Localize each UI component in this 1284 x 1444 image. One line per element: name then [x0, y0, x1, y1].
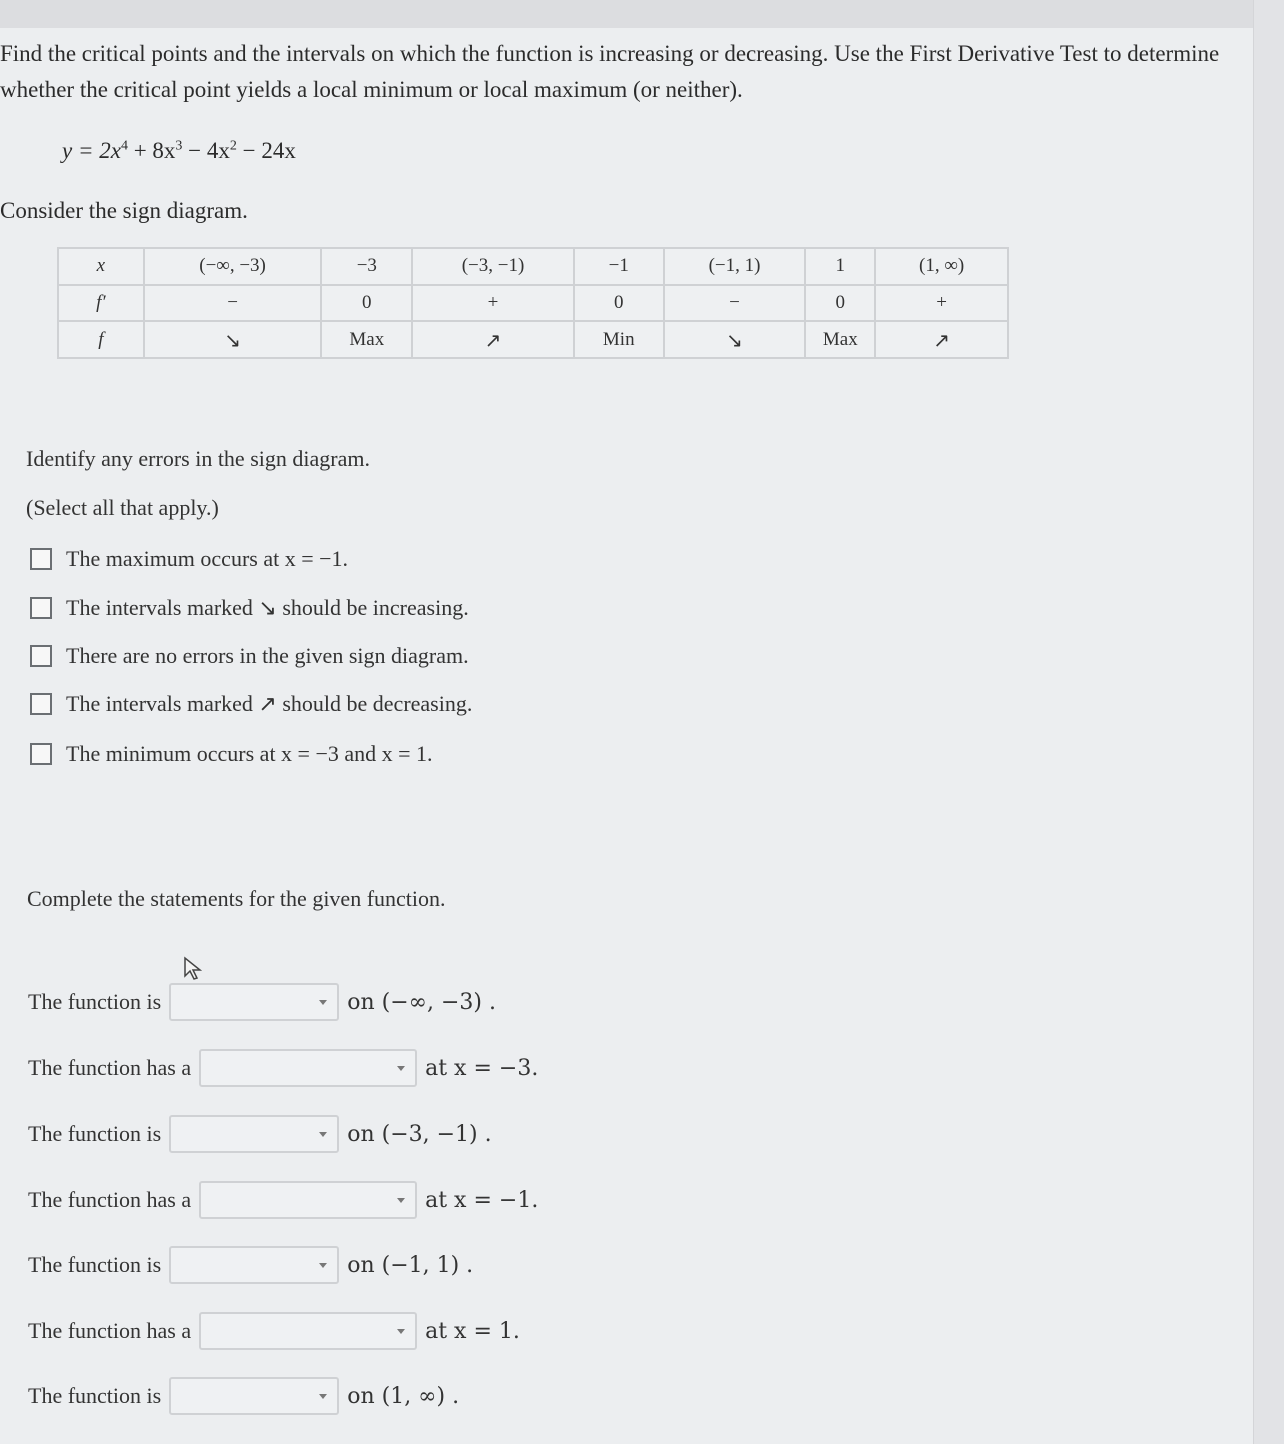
statement-prefix: The function is — [28, 1252, 162, 1277]
statement-prefix: The function has a — [28, 1187, 192, 1212]
chevron-down-icon — [319, 1000, 327, 1005]
cell-x-3: (−3, −1) — [412, 248, 574, 285]
cell-fp-0: f′ — [58, 285, 144, 322]
chevron-down-icon — [319, 1394, 327, 1399]
option-label: The maximum occurs at x = −1. — [66, 546, 349, 571]
exp-3: 3 — [175, 138, 183, 154]
statement-prefix: The function has a — [28, 1318, 192, 1343]
extremum-dropdown[interactable] — [199, 1049, 417, 1087]
cell-f-2: Max — [321, 321, 412, 358]
formula-term-4: − 24x — [236, 138, 296, 163]
extremum-dropdown[interactable] — [199, 1181, 417, 1219]
error-option-4[interactable] — [30, 689, 472, 719]
cell-x-5: (−1, 1) — [664, 248, 806, 285]
cell-x-4: −1 — [574, 248, 664, 285]
exp-2: 2 — [229, 138, 237, 154]
increasing-arrow-icon: ↗ — [412, 321, 574, 358]
checkbox[interactable] — [30, 693, 52, 715]
behavior-dropdown[interactable] — [169, 1115, 339, 1153]
formula-term-3: − 4x — [182, 138, 230, 163]
checkbox[interactable] — [30, 743, 52, 765]
chevron-down-icon — [397, 1066, 405, 1071]
complete-statements-title: Complete the statements for the given function. — [27, 886, 446, 911]
statement-suffix: at x = −1. — [425, 1187, 539, 1213]
statement-suffix: at x = −3. — [425, 1055, 539, 1081]
statement-suffix: on (−1, 1) . — [347, 1252, 474, 1278]
chevron-down-icon — [319, 1263, 327, 1268]
formula-lhs: y = 2x — [62, 138, 121, 163]
cell-fp-2: 0 — [321, 285, 412, 322]
mouse-cursor-icon — [182, 956, 204, 982]
increasing-arrow-icon: ↗ — [875, 321, 1008, 358]
option-label: There are no errors in the given sign diagram. — [66, 643, 469, 668]
checkbox[interactable] — [30, 548, 52, 570]
checkbox[interactable] — [30, 645, 52, 667]
sign-diagram-table — [57, 247, 1009, 359]
statement-5 — [28, 1245, 473, 1285]
statement-6 — [28, 1311, 520, 1351]
exp-4: 4 — [120, 138, 128, 154]
cell-x-2: −3 — [321, 248, 412, 285]
cell-fp-5: − — [664, 285, 806, 322]
cell-f-6: Max — [805, 321, 875, 358]
decreasing-arrow-icon: ↘ — [664, 321, 806, 358]
statement-1 — [28, 982, 496, 1022]
consider-text: Consider the sign diagram. — [0, 198, 248, 223]
behavior-dropdown[interactable] — [169, 983, 339, 1021]
option-label: The minimum occurs at x = −3 and x = 1. — [66, 741, 433, 766]
cell-x-6: 1 — [805, 248, 875, 285]
chevron-down-icon — [319, 1132, 327, 1137]
sign-row-f — [58, 321, 1008, 358]
checkbox[interactable] — [30, 597, 52, 619]
error-option-3[interactable] — [30, 641, 469, 671]
behavior-dropdown[interactable] — [169, 1377, 339, 1415]
cell-fp-1: − — [144, 285, 322, 322]
statement-prefix: The function is — [28, 1121, 162, 1146]
cell-x-0: x — [58, 248, 144, 285]
statement-3 — [28, 1114, 492, 1154]
cell-x-1: (−∞, −3) — [144, 248, 322, 285]
select-all-note: (Select all that apply.) — [26, 495, 219, 520]
cell-fp-7: + — [875, 285, 1008, 322]
option-label: The intervals marked ↘ should be increasing. — [66, 595, 469, 620]
chevron-down-icon — [397, 1329, 405, 1334]
statement-4 — [28, 1180, 538, 1220]
formula-term-2: + 8x — [127, 138, 176, 163]
statement-prefix: The function is — [28, 1383, 162, 1408]
question-prompt: Find the critical points and the intervals on which the function is increasing or decreasing. Use the First Derivative Test to determine whether the critical point yields a local minimum or local maximum (or neither). — [0, 41, 1220, 102]
sign-row-fprime — [58, 285, 1008, 322]
statement-suffix: on (−∞, −3) . — [347, 989, 496, 1015]
statement-suffix: on (−3, −1) . — [347, 1121, 492, 1147]
decreasing-arrow-icon: ↘ — [144, 321, 322, 358]
cell-fp-3: + — [412, 285, 574, 322]
error-option-1[interactable] — [30, 544, 348, 574]
identify-errors-title: Identify any errors in the sign diagram. — [26, 446, 370, 471]
extremum-dropdown[interactable] — [199, 1312, 417, 1350]
option-label: The intervals marked ↗ should be decreasing. — [66, 691, 473, 716]
top-bar — [0, 0, 1284, 28]
error-option-5[interactable] — [30, 739, 433, 769]
chevron-down-icon — [397, 1198, 405, 1203]
cell-f-0: f — [58, 321, 144, 358]
behavior-dropdown[interactable] — [169, 1246, 339, 1284]
statement-prefix: The function has a — [28, 1055, 192, 1080]
statement-suffix: on (1, ∞) . — [347, 1383, 460, 1409]
function-formula — [62, 138, 296, 164]
page-background — [0, 28, 1284, 1444]
error-option-2[interactable] — [30, 593, 469, 623]
statement-prefix: The function is — [28, 989, 162, 1014]
cell-fp-6: 0 — [805, 285, 875, 322]
cell-f-4: Min — [574, 321, 664, 358]
statement-suffix: at x = 1. — [425, 1318, 520, 1344]
cell-x-7: (1, ∞) — [875, 248, 1008, 285]
right-edge — [1253, 0, 1284, 1444]
statement-7 — [28, 1376, 459, 1416]
cell-fp-4: 0 — [574, 285, 664, 322]
sign-row-x — [58, 248, 1008, 285]
statement-2 — [28, 1048, 538, 1088]
